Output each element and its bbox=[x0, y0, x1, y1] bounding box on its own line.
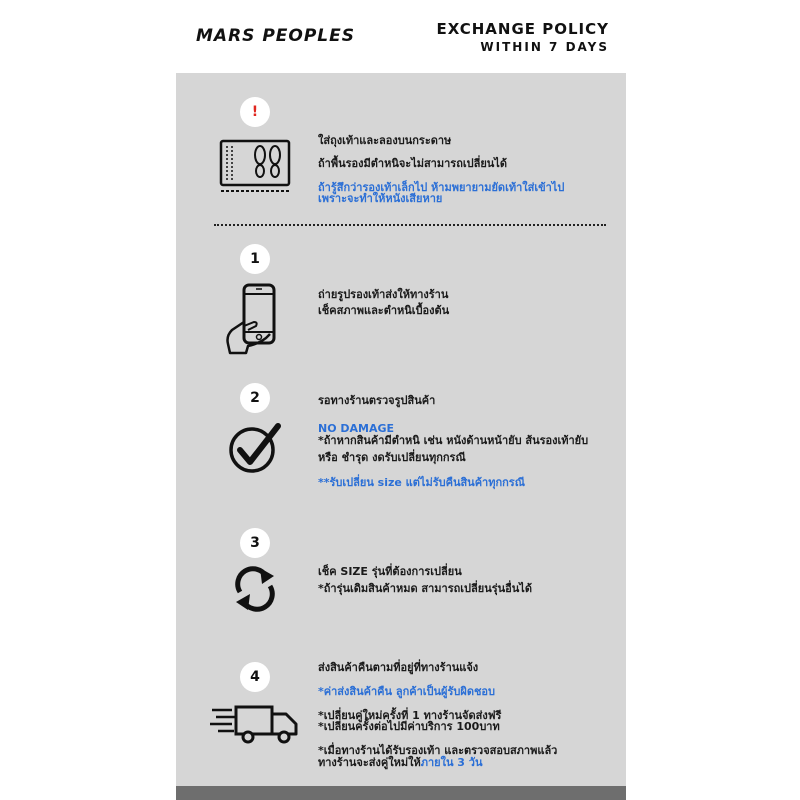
step4-line4: *เมื่อทางร้านได้รับรองเท้า และตรวจสอบสภาพแล้ว bbox=[318, 744, 558, 757]
bottom-strip bbox=[176, 786, 626, 800]
step4-line5-highlight: ภายใน 3 วัน bbox=[420, 756, 483, 769]
delivery-truck-icon bbox=[210, 704, 300, 744]
step2-line2: *ถ้าหากสินค้ามีตำหนิ เช่น หนังด้านหน้ายับ ส้นรองเท้ายับ bbox=[318, 434, 589, 447]
step3-line1: เช็ค SIZE รุ่นที่ต้องการเปลี่ยน bbox=[318, 565, 462, 578]
step1-line1: ถ่ายรูปรองเท้าส่งให้ทางร้าน bbox=[318, 288, 449, 301]
step2-line3: หรือ ชำรุด งดรับเปลี่ยนทุกกรณี bbox=[318, 451, 466, 464]
section-divider bbox=[214, 224, 606, 226]
refresh-arrows-icon bbox=[230, 562, 280, 616]
warning-line1: ใส่ถุงเท้าและลองบนกระดาษ bbox=[318, 134, 452, 147]
step2-note: **รับเปลี่ยน size แต่ไม่รับคืนสินค้าทุกกรณี bbox=[318, 476, 525, 489]
warning-line2: ถ้าพื้นรองมีตำหนิจะไม่สามารถเปลี่ยนได้ bbox=[318, 157, 507, 170]
step4-line2: *เปลี่ยนคู่ใหม่ครั้งที่ 1 ทางร้านจัดส่งฟรี bbox=[318, 709, 502, 722]
step2-badge: 2 bbox=[240, 383, 270, 413]
step3-badge: 3 bbox=[240, 528, 270, 558]
policy-title-line2: WITHIN 7 DAYS bbox=[480, 40, 609, 54]
warning-badge: ! bbox=[240, 97, 270, 127]
foot-paper-icon bbox=[218, 138, 292, 196]
step4-line5 bbox=[318, 754, 482, 771]
step1-line2: เช็คสภาพและตำหนิเบื้องต้น bbox=[318, 304, 450, 317]
brand-logo: MARS PEOPLES bbox=[196, 26, 355, 46]
step4-line5-text: ทางร้านจะส่งคู่ใหม่ให้ bbox=[318, 756, 421, 769]
policy-title-line1: EXCHANGE POLICY bbox=[436, 20, 609, 38]
checkmark-circle-icon bbox=[228, 420, 282, 474]
warning-note2: เพราะจะทำให้หนังเสียหาย bbox=[318, 192, 443, 205]
phone-hand-icon bbox=[222, 282, 282, 356]
step2-line1: รอทางร้านตรวจรูปสินค้า bbox=[318, 394, 436, 407]
warning-note1: ถ้ารู้สึกว่ารองเท้าเล็กไป ห้ามพยายามยัดเท้าใส่เข้าไป bbox=[318, 181, 565, 194]
step1-badge: 1 bbox=[240, 244, 270, 274]
step4-line3: *เปลี่ยนครั้งต่อไปมีค่าบริการ 100บาท bbox=[318, 720, 500, 733]
policy-title bbox=[436, 20, 609, 54]
step4-badge: 4 bbox=[240, 662, 270, 692]
step4-note1: *ค่าส่งสินค้าคืน ลูกค้าเป็นผู้รับผิดชอบ bbox=[318, 685, 496, 698]
step3-line2: *ถ้ารุ่นเดิมสินค้าหมด สามารถเปลี่ยนรุ่นอื่นได้ bbox=[318, 582, 532, 595]
step4-line1: ส่งสินค้าคืนตามที่อยู่ที่ทางร้านแจ้ง bbox=[318, 661, 479, 674]
step2-label: NO DAMAGE bbox=[318, 422, 395, 435]
